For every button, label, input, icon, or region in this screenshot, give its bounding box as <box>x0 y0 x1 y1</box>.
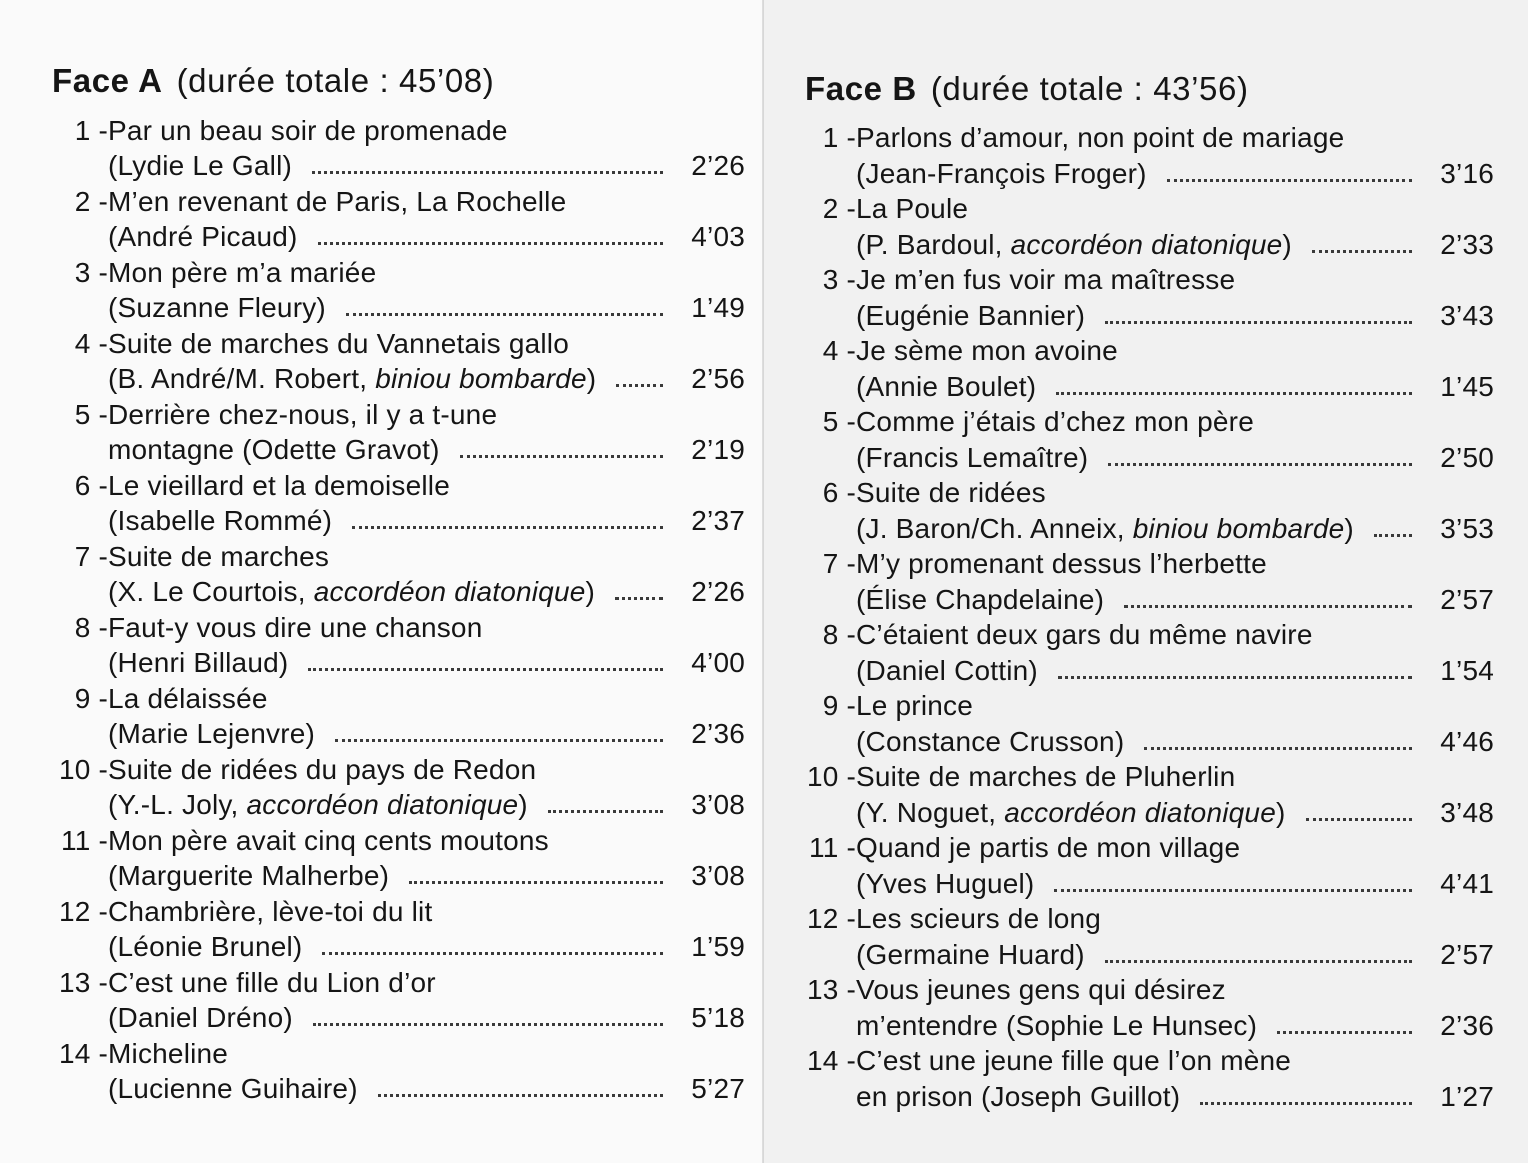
track-performer-text: (P. Bardoul, <box>856 229 1003 260</box>
track-title-line <box>74 610 483 646</box>
face-a-total-duration: (durée totale : 45’08) <box>176 62 495 99</box>
track-performer <box>856 582 1104 618</box>
track-duration: 2’26 <box>691 150 745 181</box>
track-duration: 3’08 <box>691 860 745 891</box>
dot-leader <box>1105 320 1412 324</box>
track-title-line <box>822 688 973 724</box>
track-instrument: accordéon diatonique <box>246 789 519 820</box>
track-duration: 2’50 <box>1440 442 1494 473</box>
track-number: 10 - <box>58 754 108 785</box>
track-performer <box>108 148 292 184</box>
track-number: 2 - <box>822 193 856 224</box>
track-title: Suite de marches de Pluherlin <box>856 761 1236 792</box>
track-performer-text: (Henri Billaud) <box>108 647 289 678</box>
dot-leader <box>318 241 663 245</box>
track-duration: 1’49 <box>691 292 745 323</box>
track-performer <box>108 432 440 468</box>
track-performer-text: (Suzanne Fleury) <box>108 292 326 323</box>
track-performer <box>856 653 1038 689</box>
track-title-line <box>822 404 1254 440</box>
track-performer-text: (Germaine Huard) <box>856 939 1085 970</box>
track-title: C’est une jeune fille que l’on mène <box>856 1045 1292 1076</box>
track-performer-text: en prison (Joseph Guillot) <box>856 1081 1181 1112</box>
track-number: 1 - <box>74 115 108 146</box>
track-title-line <box>74 184 567 220</box>
track-title-line <box>822 262 1236 298</box>
track-performer-close: ) <box>1344 513 1354 544</box>
track-title-line <box>822 617 1313 653</box>
track-duration: 3’43 <box>1440 300 1494 331</box>
track-title: Suite de ridées du pays de Redon <box>108 754 537 785</box>
face-b-total-duration: (durée totale : 43’56) <box>930 70 1249 107</box>
track-number: 1 - <box>822 122 856 153</box>
track-performer <box>108 929 302 965</box>
track-duration: 4’00 <box>691 647 745 678</box>
track-duration: 2’57 <box>1440 584 1494 615</box>
track-performer-text: (Jean-François Froger) <box>856 158 1147 189</box>
dot-leader <box>1105 959 1412 963</box>
track-performer-text: (Francis Lemaître) <box>856 442 1089 473</box>
track-number: 14 - <box>806 1045 856 1076</box>
track-performer <box>108 574 595 610</box>
track-performer-text: (B. André/M. Robert, <box>108 363 368 394</box>
track-performer-text: (Y. Noguet, <box>856 797 997 828</box>
track-performer-close: ) <box>1275 797 1286 828</box>
track-performer <box>856 227 1292 263</box>
track-performer <box>108 361 596 397</box>
track-performer-text: (Lydie Le Gall) <box>108 150 293 181</box>
track-instrument: accordéon diatonique <box>313 576 586 607</box>
face-b-header <box>805 70 1249 108</box>
track-detail-line <box>856 156 1494 192</box>
track-title-line <box>58 1036 229 1072</box>
track-performer <box>856 298 1085 334</box>
track-number: 14 - <box>58 1038 108 1069</box>
track-detail-line <box>856 369 1494 405</box>
track-detail-line <box>856 298 1494 334</box>
track-detail-line <box>856 227 1494 263</box>
track-title: M’y promenant dessus l’herbette <box>856 548 1267 579</box>
track-performer-text: (Isabelle Rommé) <box>108 505 333 536</box>
track-performer <box>108 290 326 326</box>
dot-leader <box>548 809 663 813</box>
track-performer <box>108 1000 293 1036</box>
track-detail-line <box>108 858 745 894</box>
track-title: Mon père m’a mariée <box>108 257 377 288</box>
track-duration: 2’36 <box>1440 1010 1494 1041</box>
track-detail-line <box>108 574 745 610</box>
track-number: 4 - <box>74 328 108 359</box>
track-title: Le prince <box>856 690 973 721</box>
track-performer-text: (J. Baron/Ch. Anneix, <box>856 513 1125 544</box>
track-number: 5 - <box>74 399 108 430</box>
track-duration: 2’19 <box>691 434 745 465</box>
track-title: Quand je partis de mon village <box>856 832 1241 863</box>
track-performer-text: (Yves Huguel) <box>856 868 1035 899</box>
track-title: Chambrière, lève-toi du lit <box>108 896 433 927</box>
track-detail-line <box>856 511 1494 547</box>
track-title-line <box>806 759 1236 795</box>
track-duration: 1’54 <box>1440 655 1494 686</box>
track-number: 12 - <box>58 896 108 927</box>
track-title: M’en revenant de Paris, La Rochelle <box>108 186 567 217</box>
track-title-line <box>822 546 1267 582</box>
track-number: 8 - <box>74 612 108 643</box>
track-title-line <box>74 326 569 362</box>
track-title: Faut-y vous dire une chanson <box>108 612 483 643</box>
track-title: Suite de marches <box>108 541 330 572</box>
track-performer-text: (Eugénie Bannier) <box>856 300 1086 331</box>
track-duration: 2’37 <box>691 505 745 536</box>
track-title-line <box>74 539 330 575</box>
track-performer <box>108 1071 358 1107</box>
track-title: Le vieillard et la demoiselle <box>108 470 450 501</box>
dot-leader <box>352 525 663 529</box>
track-detail-line <box>856 440 1494 476</box>
track-detail-line <box>856 653 1494 689</box>
track-number: 8 - <box>822 619 856 650</box>
dot-leader <box>335 738 663 742</box>
track-title: Mon père avait cinq cents moutons <box>108 825 549 856</box>
track-performer <box>108 645 288 681</box>
track-detail-line <box>856 724 1494 760</box>
track-number: 5 - <box>822 406 856 437</box>
face-b-panel <box>764 0 1528 1163</box>
track-number: 7 - <box>74 541 108 572</box>
track-instrument: accordéon diatonique <box>1004 797 1276 828</box>
track-title-line <box>74 113 508 149</box>
track-title-line <box>58 965 436 1001</box>
track-title: La Poule <box>856 193 969 224</box>
track-title-line <box>58 752 537 788</box>
track-number: 2 - <box>74 186 108 217</box>
track-duration: 4’41 <box>1440 868 1494 899</box>
track-number: 10 - <box>806 761 856 792</box>
track-detail-line <box>108 148 745 184</box>
dot-leader <box>1124 604 1412 608</box>
track-title-line <box>822 191 969 227</box>
dot-leader <box>1167 178 1412 182</box>
dot-leader <box>1056 391 1412 395</box>
track-number: 3 - <box>74 257 108 288</box>
track-performer <box>856 866 1034 902</box>
track-number: 9 - <box>74 683 108 714</box>
track-title: Les scieurs de long <box>856 903 1102 934</box>
track-detail-line <box>108 787 745 823</box>
track-performer <box>856 1079 1180 1115</box>
track-performer-text: (Marie Lejenvre) <box>108 718 316 749</box>
track-performer-text: (Léonie Brunel) <box>108 931 303 962</box>
track-duration: 2’56 <box>691 363 745 394</box>
track-detail-line <box>108 1000 745 1036</box>
track-performer <box>856 440 1088 476</box>
track-detail-line <box>108 432 745 468</box>
track-title-line <box>74 397 498 433</box>
track-performer-text: (Lucienne Guihaire) <box>108 1073 358 1104</box>
dot-leader <box>1054 888 1412 892</box>
track-performer <box>856 511 1354 547</box>
track-performer <box>108 858 389 894</box>
track-title: La délaissée <box>108 683 268 714</box>
track-performer-text: (Daniel Dréno) <box>108 1002 293 1033</box>
track-duration: 4’46 <box>1440 726 1494 757</box>
track-number: 6 - <box>74 470 108 501</box>
dot-leader <box>1144 746 1412 750</box>
track-performer <box>108 219 298 255</box>
track-number: 13 - <box>806 974 856 1005</box>
track-detail-line <box>108 929 745 965</box>
track-duration: 1’45 <box>1440 371 1494 402</box>
dot-leader <box>308 667 663 671</box>
track-duration: 2’26 <box>691 576 745 607</box>
dot-leader <box>1108 462 1412 466</box>
track-performer-text: (X. Le Courtois, <box>108 576 306 607</box>
track-duration: 4’03 <box>691 221 745 252</box>
track-duration: 3’48 <box>1440 797 1494 828</box>
track-title: Comme j’étais d’chez mon père <box>856 406 1254 437</box>
track-instrument: biniou bombarde <box>375 363 587 394</box>
track-number: 11 - <box>809 832 856 863</box>
track-title: Parlons d’amour, non point de mariage <box>856 122 1345 153</box>
track-performer-close: ) <box>585 576 596 607</box>
dot-leader <box>313 1022 663 1026</box>
dot-leader <box>322 951 663 955</box>
track-title-line <box>74 681 268 717</box>
dot-leader <box>615 596 663 600</box>
dot-leader <box>1200 1101 1412 1105</box>
track-detail-line <box>108 361 745 397</box>
track-performer <box>856 724 1124 760</box>
track-duration: 2’33 <box>1440 229 1494 260</box>
track-detail-line <box>856 582 1494 618</box>
track-detail-line <box>856 1008 1494 1044</box>
track-title-line <box>822 475 1046 511</box>
track-duration: 5’18 <box>691 1002 745 1033</box>
track-title-line <box>806 972 1226 1008</box>
track-instrument: accordéon diatonique <box>1010 229 1283 260</box>
dot-leader <box>312 170 663 174</box>
track-performer-text: (Marguerite Malherbe) <box>108 860 390 891</box>
track-title-line <box>74 468 450 504</box>
track-number: 9 - <box>822 690 856 721</box>
track-performer-text: montagne (Odette Gravot) <box>108 434 440 465</box>
track-performer-close: ) <box>586 363 597 394</box>
track-number: 6 - <box>822 477 856 508</box>
track-performer <box>856 1008 1257 1044</box>
track-performer <box>108 503 332 539</box>
track-title: Je sème mon avoine <box>856 335 1118 366</box>
track-title-line <box>74 255 377 291</box>
track-number: 7 - <box>822 548 856 579</box>
track-duration: 3’53 <box>1440 513 1494 544</box>
track-number: 13 - <box>58 967 108 998</box>
track-performer-text: (Y.-L. Joly, <box>108 789 239 820</box>
track-detail-line <box>856 1079 1494 1115</box>
track-title: Micheline <box>108 1038 229 1069</box>
track-detail-line <box>108 1071 745 1107</box>
dot-leader <box>616 383 663 387</box>
track-title-line <box>58 894 433 930</box>
track-detail-line <box>108 290 745 326</box>
track-number: 3 - <box>822 264 856 295</box>
dot-leader <box>1058 675 1412 679</box>
track-duration: 5’27 <box>691 1073 745 1104</box>
track-duration: 2’57 <box>1440 939 1494 970</box>
track-detail-line <box>108 219 745 255</box>
track-duration: 3’16 <box>1440 158 1494 189</box>
track-performer-close: ) <box>1282 229 1292 260</box>
track-performer-text: (Élise Chapdelaine) <box>856 584 1105 615</box>
track-detail-line <box>108 716 745 752</box>
track-title: Suite de ridées <box>856 477 1046 508</box>
track-number: 11 - <box>61 825 108 856</box>
dot-leader <box>346 312 663 316</box>
dot-leader <box>460 454 663 458</box>
track-number: 12 - <box>806 903 856 934</box>
track-performer-text: m’entendre (Sophie Le Hunsec) <box>856 1010 1258 1041</box>
track-title-line <box>806 901 1102 937</box>
track-detail-line <box>856 866 1494 902</box>
track-number: 4 - <box>822 335 856 366</box>
dot-leader <box>1306 817 1413 821</box>
track-title: Derrière chez-nous, il y a t-une <box>108 399 498 430</box>
track-duration: 1’59 <box>691 931 745 962</box>
track-title-line <box>822 333 1118 369</box>
dot-leader <box>378 1093 663 1097</box>
track-detail-line <box>108 503 745 539</box>
track-detail-line <box>108 645 745 681</box>
track-title-line <box>809 830 1241 866</box>
track-performer <box>108 716 315 752</box>
track-title: C’étaient deux gars du même navire <box>856 619 1313 650</box>
track-performer-text: (Constance Crusson) <box>856 726 1125 757</box>
track-detail-line <box>856 795 1494 831</box>
track-performer-text: (Annie Boulet) <box>856 371 1037 402</box>
track-performer-text: (Daniel Cottin) <box>856 655 1038 686</box>
track-title: C’est une fille du Lion d’or <box>108 967 436 998</box>
track-performer-close: ) <box>518 789 528 820</box>
track-detail-line <box>856 937 1494 973</box>
track-duration: 2’36 <box>691 718 745 749</box>
face-a-title: Face A <box>52 62 163 99</box>
track-instrument: biniou bombarde <box>1132 513 1345 544</box>
track-title-line <box>806 1043 1292 1079</box>
track-performer <box>856 937 1085 973</box>
track-performer-text: (André Picaud) <box>108 221 298 252</box>
dot-leader <box>1277 1030 1412 1034</box>
track-performer <box>856 369 1036 405</box>
track-title-line <box>822 120 1345 156</box>
track-title: Par un beau soir de promenade <box>108 115 508 146</box>
track-performer <box>108 787 528 823</box>
track-duration: 3’08 <box>691 789 745 820</box>
track-title-line <box>61 823 549 859</box>
track-duration: 1’27 <box>1440 1081 1494 1112</box>
dot-leader <box>1312 249 1412 253</box>
track-title: Je m’en fus voir ma maîtresse <box>856 264 1236 295</box>
track-title: Vous jeunes gens qui désirez <box>856 974 1226 1005</box>
face-b-title: Face B <box>805 70 917 107</box>
face-a-header <box>52 62 494 100</box>
dot-leader <box>1374 533 1412 537</box>
track-performer <box>856 795 1286 831</box>
dot-leader <box>409 880 663 884</box>
track-title: Suite de marches du Vannetais gallo <box>108 328 569 359</box>
track-performer <box>856 156 1147 192</box>
